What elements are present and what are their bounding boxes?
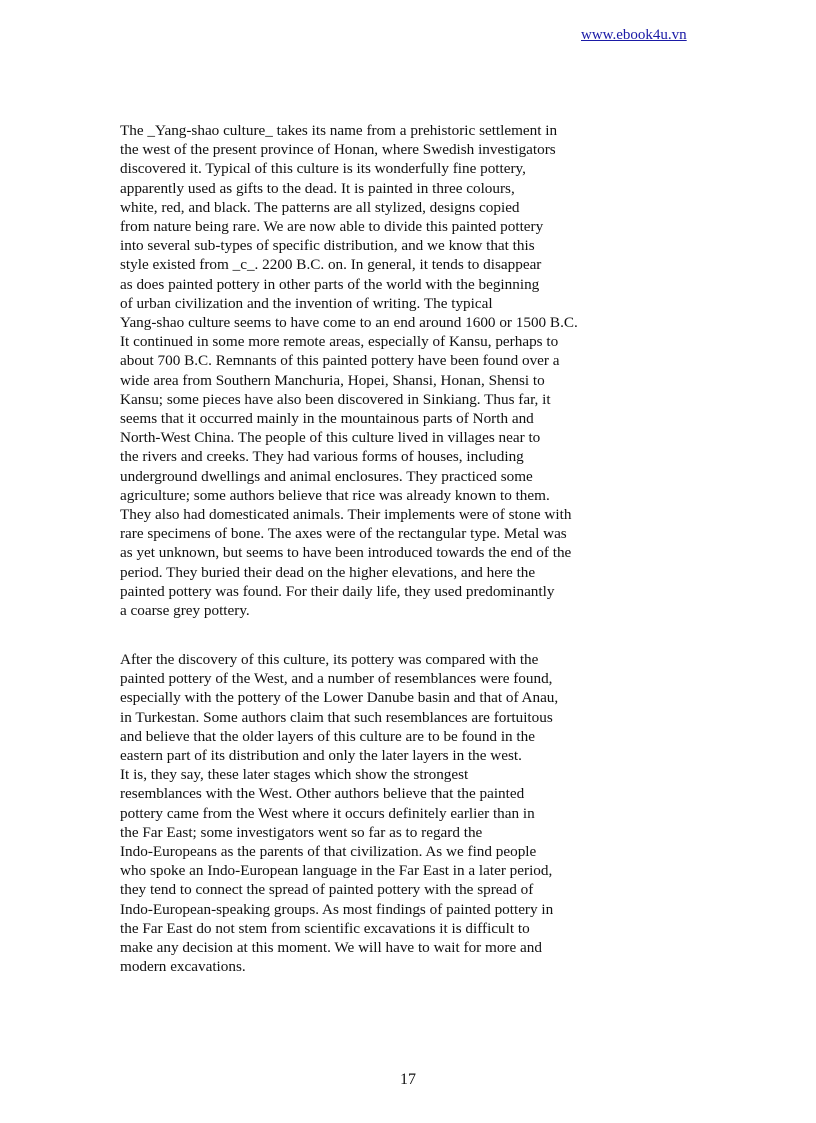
paragraph-line: into several sub-types of specific distribution, and we know that this [120, 237, 535, 255]
paragraph-line: It continued in some more remote areas, especially of Kansu, perhaps to [120, 333, 559, 351]
paragraph-line: white, red, and black. The patterns are all stylized, designs copied [120, 198, 520, 216]
paragraph-line: painted pottery of the West, and a number of resemblances were found, [120, 670, 553, 688]
paragraph-line: underground dwellings and animal enclosures. They practiced some [120, 467, 533, 485]
paragraph-line: make any decision at this moment. We will have to wait for more and [120, 939, 542, 957]
paragraph-line: It is, they say, these later stages which show the strongest [120, 766, 469, 784]
paragraph-line: eastern part of its distribution and only the later layers in the west. [120, 747, 522, 765]
paragraph-line: a coarse grey pottery. [120, 602, 250, 620]
paragraph-line: Kansu; some pieces have also been discovered in Sinkiang. Thus far, it [120, 390, 551, 408]
page-number: 17 [400, 1071, 416, 1088]
paragraph-line: apparently used as gifts to the dead. It is painted in three colours, [120, 179, 515, 197]
paragraph-line: who spoke an Indo-European language in the Far East in a later period, [120, 862, 553, 880]
paragraph-line: in Turkestan. Some authors claim that such resemblances are fortuitous [120, 708, 553, 726]
paragraph-line: as does painted pottery in other parts of the world with the beginning [120, 275, 540, 293]
paragraph-line: After the discovery of this culture, its pottery was compared with the [120, 651, 539, 668]
paragraph-line: wide area from Southern Manchuria, Hopei, Shansi, Honan, Shensi to [120, 371, 545, 389]
body-paragraph-1 [120, 121, 578, 620]
paragraph-line: rare specimens of bone. The axes were of the rectangular type. Metal was [120, 525, 567, 543]
header-website-link[interactable]: www.ebook4u.vn [581, 27, 687, 43]
paragraph-line: the Far East do not stem from scientific excavations it is difficult to [120, 919, 530, 937]
paragraph-line: the west of the present province of Honan, where Swedish investigators [120, 141, 556, 159]
paragraph-line: about 700 B.C. Remnants of this painted pottery have been found over a [120, 352, 560, 370]
paragraph-line: resemblances with the West. Other authors believe that the painted [120, 785, 525, 803]
paragraph-line: discovered it. Typical of this culture is its wonderfully fine pottery, [120, 160, 526, 178]
paragraph-line: style existed from _c_. 2200 B.C. on. In general, it tends to disappear [120, 256, 542, 274]
paragraph-line: as yet unknown, but seems to have been introduced towards the end of the [120, 544, 572, 562]
paragraph-line: The _Yang-shao culture_ takes its name from a prehistoric settlement in [120, 122, 558, 139]
paragraph-line: They also had domesticated animals. Their implements were of stone with [120, 506, 572, 524]
paragraph-line: pottery came from the West where it occurs definitely earlier than in [120, 804, 535, 822]
paragraph-line: period. They buried their dead on the higher elevations, and here the [120, 563, 536, 581]
paragraph-line: of urban civilization and the invention of writing. The typical [120, 294, 493, 312]
paragraph-line: from nature being rare. We are now able to divide this painted pottery [120, 218, 544, 236]
paragraph-line: seems that it occurred mainly in the mountainous parts of North and [120, 410, 534, 428]
paragraph-line: modern excavations. [120, 958, 246, 976]
paragraph-line: especially with the pottery of the Lower Danube basin and that of Anau, [120, 689, 559, 707]
paragraph-line: agriculture; some authors believe that rice was already known to them. [120, 486, 550, 504]
paragraph-line: the Far East; some investigators went so far as to regard the [120, 823, 483, 841]
paragraph-line: painted pottery was found. For their daily life, they used predominantly [120, 582, 555, 600]
paragraph-line: they tend to connect the spread of painted pottery with the spread of [120, 881, 534, 899]
paragraph-line: and believe that the older layers of this culture are to be found in the [120, 727, 535, 745]
body-paragraph-2 [120, 650, 558, 976]
paragraph-line: Indo-Europeans as the parents of that civilization. As we find people [120, 843, 537, 861]
paragraph-line: Yang-shao culture seems to have come to an end around 1600 or 1500 B.C. [120, 314, 578, 332]
paragraph-line: the rivers and creeks. They had various forms of houses, including [120, 448, 524, 466]
paragraph-line: North-West China. The people of this culture lived in villages near to [120, 429, 541, 447]
paragraph-line: Indo-European-speaking groups. As most findings of painted pottery in [120, 900, 554, 918]
